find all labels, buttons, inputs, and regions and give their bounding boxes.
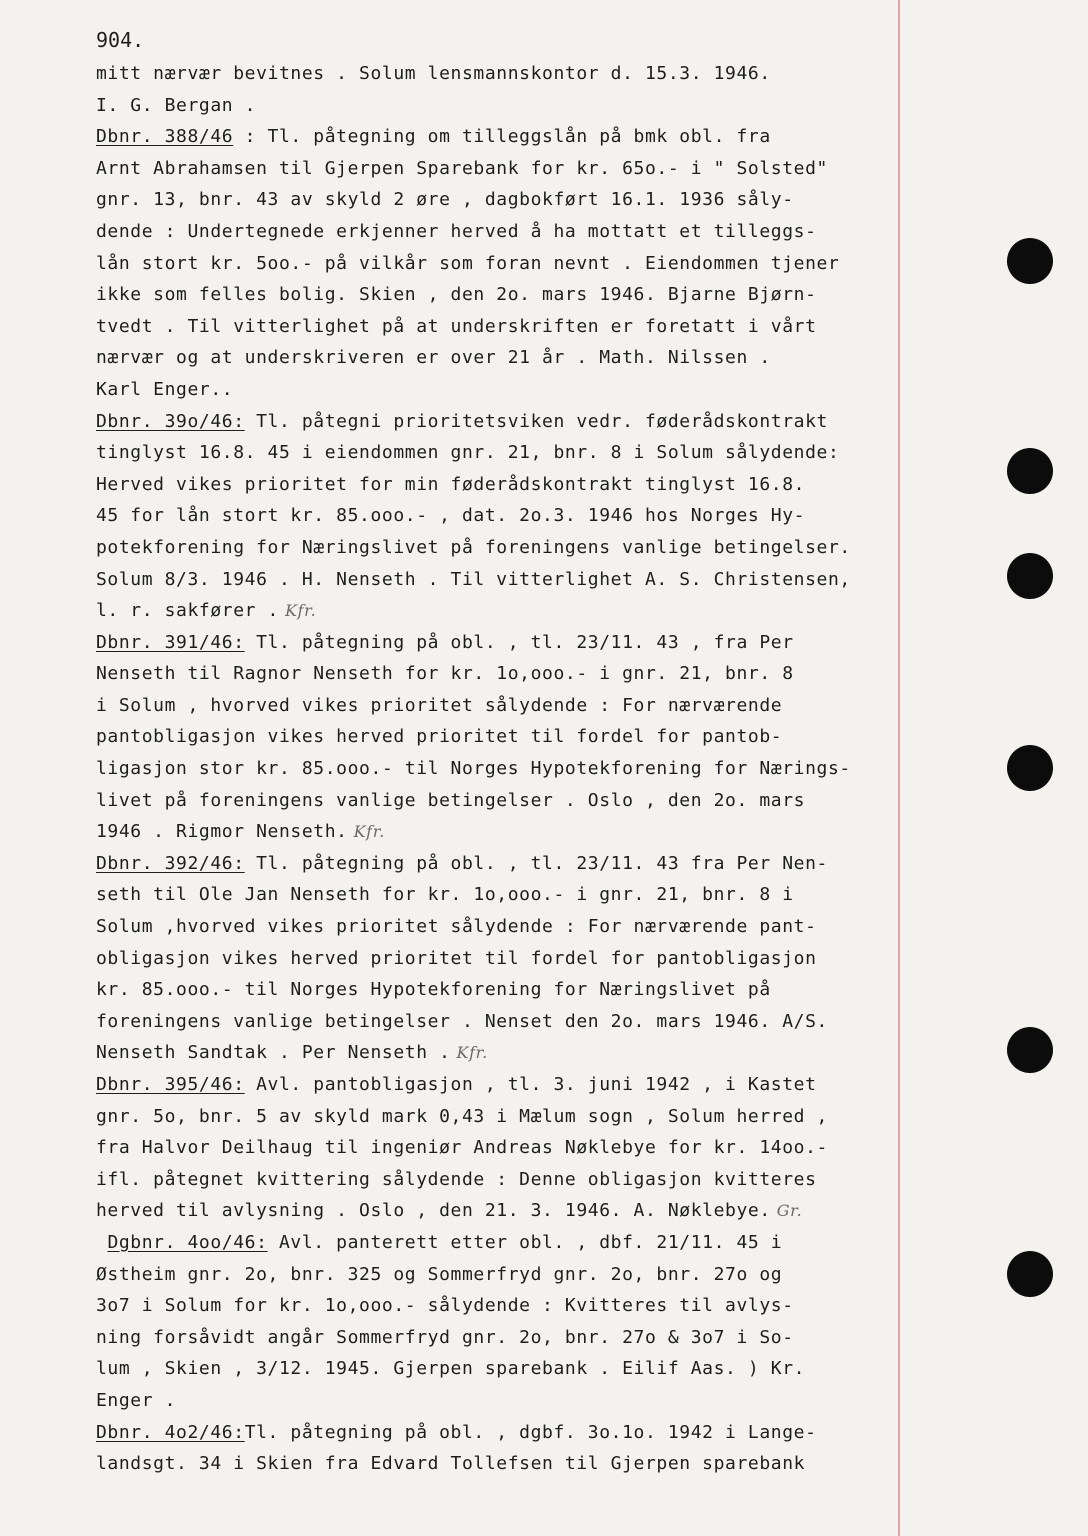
text-line <box>96 1290 926 1322</box>
line-text: l. r. sakfører . <box>96 600 279 622</box>
line-text: tvedt . Til vitterlighet på at underskriften er foretatt i vårt <box>96 315 817 337</box>
text-line <box>96 1322 926 1354</box>
line-text: I. G. Bergan . <box>96 94 257 116</box>
entry-reference: Dbnr. 388/46 <box>96 126 234 148</box>
text-line <box>96 1259 926 1291</box>
line-text: Solum 8/3. 1946 . H. Nenseth . Til vitterlighet A. S. Christensen, <box>96 568 851 590</box>
text-line <box>96 1448 926 1480</box>
text-line <box>96 469 926 501</box>
text-line <box>96 248 926 280</box>
page-number: 904. <box>96 28 145 52</box>
punch-hole <box>1007 553 1053 599</box>
text-line <box>96 595 926 627</box>
line-text: gnr. 13, bnr. 43 av skyld 2 øre , dagbokført 16.1. 1936 såly- <box>96 189 794 211</box>
punch-hole <box>1007 448 1053 494</box>
punch-hole <box>1007 238 1053 284</box>
text-line <box>96 216 926 248</box>
punch-hole <box>1007 1027 1053 1073</box>
line-text: foreningens vanlige betingelser . Nenset den 2o. mars 1946. A/S. <box>96 1010 828 1032</box>
text-line <box>96 879 926 911</box>
line-text: lum , Skien , 3/12. 1945. Gjerpen sparebank . Eilif Aas. ) Kr. <box>96 1358 806 1380</box>
line-text: mitt nærvær bevitnes . Solum lensmannskontor d. 15.3. 1946. <box>96 63 771 84</box>
text-line <box>96 437 926 469</box>
text-line <box>96 848 926 880</box>
line-text: gnr. 5o, bnr. 5 av skyld mark 0,43 i Mælum sogn , Solum herred , <box>96 1105 828 1127</box>
punch-hole <box>1007 745 1053 791</box>
text-line <box>96 785 926 817</box>
text-line <box>96 974 926 1006</box>
text-line <box>96 153 926 185</box>
line-text: 3o7 i Solum for kr. 1o,ooo.- sålydende : Kvitteres til avlys- <box>96 1295 794 1317</box>
text-line <box>96 627 926 659</box>
line-text: 1946 . Rigmor Nenseth. <box>96 821 348 843</box>
line-text: Tl. påtegning på obl. , tl. 23/11. 43 , fra Per <box>244 631 794 653</box>
text-line <box>96 406 926 438</box>
line-text: ligasjon stor kr. 85.ooo.- til Norges Hypotekforening for Nærings- <box>96 758 851 780</box>
line-text: ifl. påtegnet kvittering sålydende : Denne obligasjon kvitteres <box>96 1168 817 1190</box>
entry-reference: Dgbnr. 4oo/46: <box>107 1231 268 1253</box>
text-line <box>96 1353 926 1385</box>
text-line <box>96 184 926 216</box>
text-line <box>96 121 926 153</box>
text-line <box>96 58 926 90</box>
text-line <box>96 279 926 311</box>
line-text: pantobligasjon vikes herved prioritet til fordel for pantob- <box>96 726 783 748</box>
line-text: ning forsåvidt angår Sommerfryd gnr. 2o, bnr. 27o & 3o7 i So- <box>96 1326 794 1348</box>
line-text: potekforening for Næringslivet på foreningens vanlige betingelser. <box>96 536 851 558</box>
line-text: Nenseth Sandtak . Per Nenseth . <box>96 1042 451 1064</box>
text-line <box>96 311 926 343</box>
text-line <box>96 1164 926 1196</box>
text-line <box>96 500 926 532</box>
line-text: : Tl. påtegning om tilleggslån på bmk obl. fra <box>233 126 771 148</box>
line-text: landsgt. 34 i Skien fra Edvard Tollefsen til Gjerpen sparebank <box>96 1453 806 1475</box>
text-line <box>96 943 926 975</box>
text-line <box>96 721 926 753</box>
entry-reference: Dbnr. 39o/46: <box>96 410 245 432</box>
handwritten-initials: Kfr. <box>456 1043 488 1063</box>
line-text: Arnt Abrahamsen til Gjerpen Sparebank for kr. 65o.- i " Solsted" <box>96 157 828 179</box>
line-text: Nenseth til Ragnor Nenseth for kr. 1o,ooo.- i gnr. 21, bnr. 8 <box>96 663 794 685</box>
line-text: Tl. påtegning på obl. , tl. 23/11. 43 fra Per Nen- <box>244 852 828 874</box>
line-text: dende : Undertegnede erkjenner herved å ha mottatt et tilleggs- <box>96 220 817 242</box>
entry-reference: Dbnr. 391/46: <box>96 631 245 653</box>
line-text: seth til Ole Jan Nenseth for kr. 1o,ooo.- i gnr. 21, bnr. 8 i <box>96 884 794 906</box>
line-text: kr. 85.ooo.- til Norges Hypotekforening for Næringslivet på <box>96 979 771 1001</box>
line-text: i Solum , hvorved vikes prioritet sålydende : For nærværende <box>96 694 783 716</box>
line-text: Tl. påtegni prioritetsviken vedr. føderådskontrakt <box>244 410 828 432</box>
text-line <box>96 1385 926 1417</box>
entry-reference: Dbnr. 395/46: <box>96 1074 245 1095</box>
line-text: Avl. panterett etter obl. , dbf. 21/11. 45 i <box>267 1231 783 1253</box>
text-line <box>96 658 926 690</box>
punch-hole <box>1007 1251 1053 1297</box>
line-text: Herved vikes prioritet for min føderådskontrakt tinglyst 16.8. <box>96 473 806 495</box>
handwritten-initials: Kfr. <box>285 601 317 621</box>
handwritten-initials: Kfr. <box>353 822 385 842</box>
text-line <box>96 90 926 122</box>
text-line <box>96 911 926 943</box>
text-line <box>96 1417 926 1449</box>
text-line <box>96 1195 926 1227</box>
text-line <box>96 564 926 596</box>
line-text: obligasjon vikes herved prioritet til fordel for pantobligasjon <box>96 947 817 969</box>
text-line <box>96 1069 926 1101</box>
text-line <box>96 1132 926 1164</box>
line-text: herved til avlysning . Oslo , den 21. 3. 1946. A. Nøklebye. <box>96 1200 771 1222</box>
line-text: lån stort kr. 5oo.- på vilkår som foran nevnt . Eiendommen tjener <box>96 252 840 274</box>
text-line <box>96 753 926 785</box>
line-indent <box>96 1232 107 1253</box>
handwritten-initials: Gr. <box>776 1201 803 1221</box>
line-text: fra Halvor Deilhaug til ingeniør Andreas Nøklebye for kr. 14oo.- <box>96 1137 828 1159</box>
line-text: nærvær og at underskriveren er over 21 år . Math. Nilssen . <box>96 347 771 369</box>
line-text: Enger . <box>96 1389 177 1411</box>
entry-reference: Dbnr. 4o2/46: <box>96 1421 245 1443</box>
text-line <box>96 816 926 848</box>
line-text: tinglyst 16.8. 45 i eiendommen gnr. 21, bnr. 8 i Solum sålydende: <box>96 442 840 464</box>
line-text: 45 for lån stort kr. 85.ooo.- , dat. 2o.3. 1946 hos Norges Hy- <box>96 505 806 527</box>
text-line <box>96 374 926 406</box>
line-text: ikke som felles bolig. Skien , den 2o. mars 1946. Bjarne Bjørn- <box>96 284 817 306</box>
line-text: Tl. påtegning på obl. , dgbf. 3o.1o. 1942 i Lange- <box>244 1421 817 1443</box>
line-text: Østheim gnr. 2o, bnr. 325 og Sommerfryd gnr. 2o, bnr. 27o og <box>96 1263 783 1285</box>
text-line <box>96 690 926 722</box>
document-text <box>96 58 926 1480</box>
line-text: Avl. pantobligasjon , tl. 3. juni 1942 , i Kastet <box>244 1074 817 1095</box>
entry-reference: Dbnr. 392/46: <box>96 852 245 874</box>
text-line <box>96 1037 926 1069</box>
line-text: Karl Enger.. <box>96 378 234 400</box>
text-line <box>96 342 926 374</box>
text-line <box>96 1101 926 1133</box>
text-line <box>96 532 926 564</box>
text-line <box>96 1227 926 1259</box>
line-text: Solum ,hvorved vikes prioritet sålydende : For nærværende pant- <box>96 916 817 938</box>
line-text: livet på foreningens vanlige betingelser . Oslo , den 2o. mars <box>96 789 806 811</box>
text-line <box>96 1006 926 1038</box>
